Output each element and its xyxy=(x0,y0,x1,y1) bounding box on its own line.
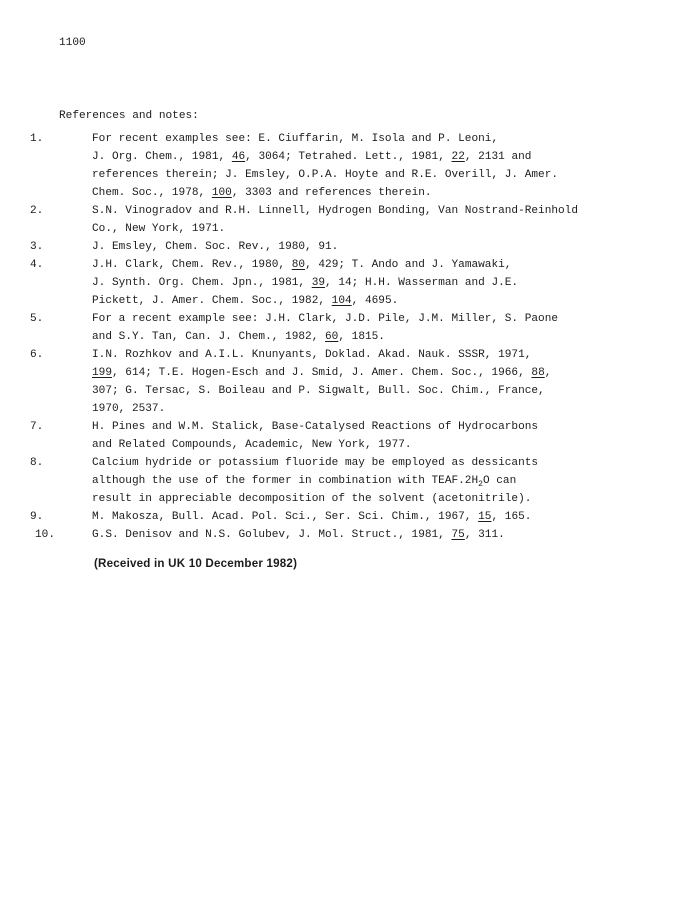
reference-text: , 4695. xyxy=(351,295,399,307)
reference-text: and Related Compounds, Academic, New York, 1977. xyxy=(92,439,412,451)
volume-number: 75 xyxy=(451,529,465,541)
volume-number: 104 xyxy=(331,295,352,307)
reference-number: 10. xyxy=(35,529,55,541)
reference-text: Pickett, J. Amer. Chem. Soc., 1982, xyxy=(92,295,332,307)
reference-text: S.N. Vinogradov and R.H. Linnell, Hydrogen Bonding, Van Nostrand-Reinhold xyxy=(92,205,578,217)
reference-text: J. Synth. Org. Chem. Jpn., 1981, xyxy=(92,277,312,289)
volume-number: 100 xyxy=(211,187,232,199)
reference-text: 1970, 2537. xyxy=(92,403,166,415)
received-date: (Received in UK 10 December 1982) xyxy=(94,557,298,570)
reference-line xyxy=(92,454,538,472)
reference-line xyxy=(92,364,551,382)
reference-text: For a recent example see: J.H. Clark, J.D. Pile, J.M. Miller, S. Paone xyxy=(92,313,559,325)
volume-number: 60 xyxy=(325,331,339,343)
reference-number: 4. xyxy=(30,259,44,271)
reference-text: M. Makosza, Bull. Acad. Pol. Sci., Ser. Sci. Chim., 1967, xyxy=(92,511,479,523)
reference-text: Co., New York, 1971. xyxy=(92,223,226,235)
reference-line xyxy=(92,166,558,184)
reference-text: G.S. Denisov and N.S. Golubev, J. Mol. Struct., 1981, xyxy=(92,529,452,541)
reference-text: references therein; J. Emsley, O.P.A. Hoyte and R.E. Overill, J. Amer. xyxy=(92,169,559,181)
reference-number: 3. xyxy=(30,241,44,253)
volume-number: 80 xyxy=(291,259,306,271)
reference-text: For recent examples see: E. Ciuffarin, M. Isola and P. Leoni, xyxy=(92,133,499,145)
page-number: 1100 xyxy=(59,37,86,49)
reference-line xyxy=(92,202,578,220)
reference-text: Chem. Soc., 1978, xyxy=(92,187,212,199)
reference-text: , 14; H.H. Wasserman and J.E. xyxy=(325,277,519,289)
references-heading: References and notes: xyxy=(59,110,199,122)
reference-number: 1. xyxy=(30,133,44,145)
volume-number: 88 xyxy=(531,367,545,379)
volume-number: 199 xyxy=(92,367,112,379)
reference-text: , 3303 and references therein. xyxy=(231,187,432,199)
reference-text: , 165. xyxy=(491,511,532,523)
reference-line xyxy=(92,418,538,436)
reference-text: , 614; T.E. Hogen-Esch and J. Smid, J. Amer. Chem. Soc., 1966, xyxy=(111,367,532,379)
reference-line xyxy=(92,328,385,346)
reference-text: , xyxy=(544,367,552,379)
reference-text: and S.Y. Tan, Can. J. Chem., 1982, xyxy=(92,331,326,343)
reference-text: J. Emsley, Chem. Soc. Rev., 1980, 91. xyxy=(92,241,339,253)
volume-number: 46 xyxy=(231,151,246,163)
reference-line xyxy=(92,400,165,418)
reference-line xyxy=(92,436,412,454)
reference-number: 6. xyxy=(30,349,44,361)
reference-text: , 3064; Tetrahed. Lett., 1981, xyxy=(245,151,452,163)
reference-text: , 429; T. Ando and J. Yamawaki, xyxy=(305,259,512,271)
reference-text: , 1815. xyxy=(338,331,385,343)
reference-line xyxy=(92,220,225,238)
reference-text: I.N. Rozhkov and A.I.L. Knunyants, Doklad. Akad. Nauk. SSSR, 1971, xyxy=(92,349,532,361)
reference-line xyxy=(92,256,511,274)
reference-line xyxy=(92,274,518,292)
reference-text: although the use of the former in combination with TEAF.2H xyxy=(92,475,479,487)
reference-text: result in appreciable decomposition of the solvent (acetonitrile). xyxy=(92,493,532,505)
reference-line xyxy=(92,238,338,256)
volume-number: 22 xyxy=(451,151,465,163)
reference-text: Calcium hydride or potassium fluoride may be employed as dessicants xyxy=(92,457,539,469)
reference-number: 2. xyxy=(30,205,44,217)
reference-number: 5. xyxy=(30,313,44,325)
reference-number: 7. xyxy=(30,421,44,433)
reference-line xyxy=(92,346,531,364)
volume-number: 39 xyxy=(311,277,326,289)
reference-line xyxy=(92,382,545,400)
reference-line xyxy=(92,130,498,148)
reference-text: H. Pines and W.M. Stalick, Base-Catalysed Reactions of Hydrocarbons xyxy=(92,421,539,433)
reference-line xyxy=(92,148,531,166)
reference-line xyxy=(92,526,505,544)
reference-text: J. Org. Chem., 1981, xyxy=(92,151,232,163)
volume-number: 15 xyxy=(478,511,492,523)
reference-line xyxy=(92,490,531,508)
reference-line xyxy=(92,292,398,310)
reference-number: 8. xyxy=(30,457,44,469)
reference-line xyxy=(92,472,516,490)
reference-line xyxy=(92,310,558,328)
reference-number: 9. xyxy=(30,511,44,523)
reference-line xyxy=(92,508,531,526)
reference-text: J.H. Clark, Chem. Rev., 1980, xyxy=(92,259,292,271)
reference-text: , 311. xyxy=(464,529,505,541)
reference-text: 307; G. Tersac, S. Boileau and P. Sigwalt, Bull. Soc. Chim., France, xyxy=(92,385,545,397)
subscript: 2 xyxy=(478,480,483,489)
reference-text: , 2131 and xyxy=(464,151,532,163)
reference-text: O can xyxy=(482,475,517,487)
reference-line xyxy=(92,184,432,202)
